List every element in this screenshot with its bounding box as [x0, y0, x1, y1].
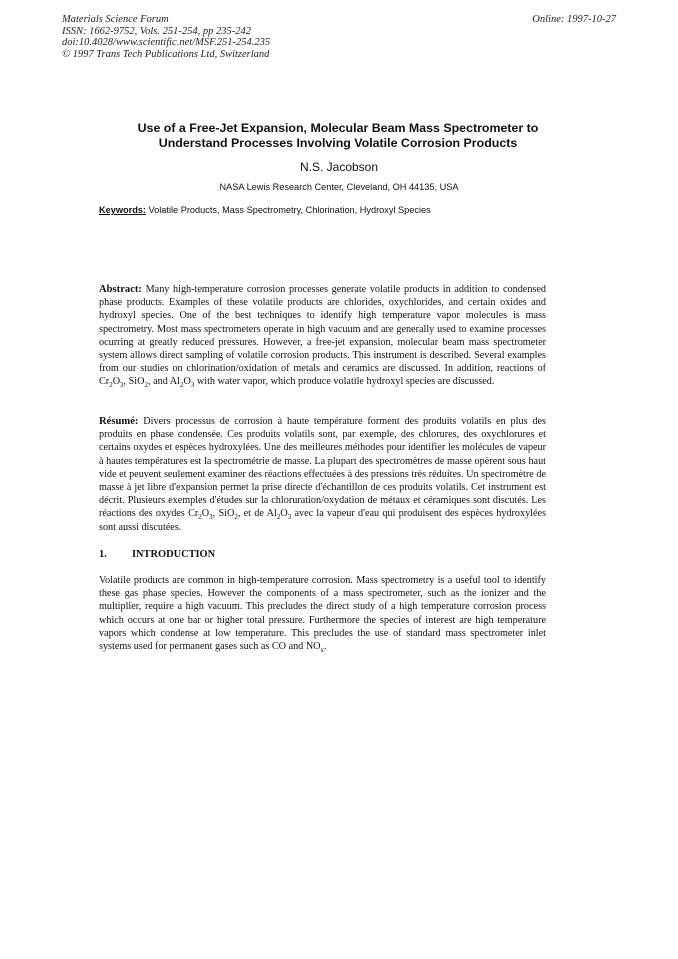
keywords-text: Volatile Products, Mass Spectrometry, Chlorination, Hydroxyl Species — [145, 205, 431, 215]
title-line-1: Use of a Free-Jet Expansion, Molecular Beam Mass Spectrometer to — [137, 121, 539, 135]
copyright-line: © 1997 Trans Tech Publications Ltd, Switzerland — [62, 48, 270, 60]
abstract-label: Abstract: — [99, 284, 142, 295]
formula-nox: $NO_x$ — [305, 641, 325, 655]
formula-al2o3: $Al_2O_3$ — [266, 508, 292, 522]
online-date: Online: 1997-10-27 — [532, 14, 616, 25]
resume-text-1: Divers processus de corrosion à haute température forment des produits volatils en plus des produits en phase condensée. Ces produits volatils sont, par exemple, des chlorures, des oxychlorures et certains oxydes et espèces hydroxylées. Une des meilleures méthodes pour identifier les molécules de vapeur à hautes températures est la spectrométrie de masse. La plupart des spectromètres de masse opèrent sous haut vide et peuvent seulement examiner des réactions effectuées à des pressions très réduites. Un spectromètre de masse à jet libre d'expansion permet la prise directe d'échantillon de ces produits volatils. Cet instrument est décrit. Plusieurs exemples d'études sur la chloruration/oxydation de métaux et céramiques sont discutés. Les réactions des oxydes — [99, 416, 546, 520]
section-heading-introduction — [99, 549, 215, 560]
doi-line[interactable]: doi:10.4028/www.scientific.net/MSF.251-254.235 — [62, 37, 271, 49]
abstract-paragraph: Abstract: Many high-temperature corrosion processes generate volatile products in addition to condensed phase products. Examples of these volatile products are chlorides, oxychlorides, and certain oxides and hydroxyl species. One of the best techniques to identify high temperature vapor molecules is mass spectrometry. Most mass spectrometers operate in high vacuum and are generally used to examine processes ocurring at greatly reduced pressures. However, a free-jet expansion, molecular beam mass spectrometer system allows direct sampling of volatile corrosion products. This instrument is described. Several examples from our studies on chlorination/oxidation of metals and ceramics are discussed. In addition, reactions of $Cr_2O_3$, SiO$_2$, and $Al_2O_3$ with water vapor, which produce volatile hydroxyl species are discussed. — [99, 284, 546, 390]
introduction-paragraph: Volatile products are common in high-temperature corrosion. Mass spectrometry is a useful tool to identify these gas phase species. However the components of a mass spectrometer, such as the ionizer and the multiplier, require a high vacuum. This precludes the direct study of a high temperature corrosion process which occurs at one bar or higher total pressure. Furthermore the species of interest are high temperature vapors which condense at low temperature. This precludes the use of standard mass spectrometer inlet systems used for permanent gases such as CO and $NO_x$. — [99, 575, 546, 655]
title-line-2: Understand Processes Involving Volatile Corrosion Products — [158, 136, 518, 150]
formula-cr2o3: $Cr_2O_3$ — [99, 376, 124, 390]
resume-paragraph: Résumé: Divers processus de corrosion à haute température forment des produits volatils en plus des produits en phase condensée. Ces produits volatils sont, par exemple, des chlorures, des oxychlorures et certains oxydes et espèces hydroxylées. Une des meilleures méthodes pour identifier les molécules de vapeur à hautes températures est la spectrométrie de masse. La plupart des spectromètres de masse opèrent sous haut vide et peuvent seulement examiner des réactions effectuées à des pressions très réduites. Un spectromètre de masse à jet libre d'expansion permet la prise directe d'échantillon de ces produits volatils. Cet instrument est décrit. Plusieurs exemples d'études sur la chloruration/oxydation de métaux et céramiques sont discutés. Les réactions des oxydes $Cr_2O_3$, SiO$_2$, et de $Al_2O_3$ avec la vapeur d'eau qui produisent des espèces hydroxylées sont aussi discutées. — [99, 416, 547, 533]
formula-sio2: SiO$_2$ — [128, 376, 148, 390]
author-name: N.S. Jacobson — [299, 160, 379, 174]
section-title: INTRODUCTION — [132, 549, 216, 560]
issn-line: ISSN: 1662-9752, Vols. 251-254, pp 235-242 — [62, 25, 251, 37]
formula-sio2: SiO$_2$ — [218, 508, 238, 522]
introduction-text: Volatile products are common in high-temperature corrosion. Mass spectrometry is a useful tool to identify these gas phase species. However the components of a mass spectrometer, such as the ionizer and the multiplier, require a high vacuum. This precludes the direct study of a high temperature corrosion process which occurs at one bar or higher total pressure. Furthermore the species of interest are high temperature vapors which condense at low temperature. This precludes the use of standard mass spectrometer inlet systems used for permanent gases such as CO and — [99, 575, 546, 653]
abstract-text-2: with water vapor, which produce volatile hydroxyl species are discussed. — [194, 376, 495, 388]
affiliation: NASA Lewis Research Center, Cleveland, OH 44135, USA — [219, 182, 459, 192]
resume-text-2: avec la vapeur d'eau qui produisent des espèces hydroxylées sont aussi discutées. — [99, 508, 547, 533]
formula-al2o3: $Al_2O_3$ — [169, 376, 195, 390]
paper-title — [90, 121, 586, 151]
keywords-label: Keywords: — [99, 205, 146, 215]
abstract-text-1: Many high-temperature corrosion processes generate volatile products in addition to condensed phase products. Examples of these volatile products are chlorides, oxychlorides, and certain oxides and hydroxyl species. One of the best techniques to identify high temperature vapor molecules is mass spectrometry. Most mass spectrometers operate in high vacuum and are generally used to examine processes ocurring at greatly reduced pressures. However, a free-jet expansion, molecular beam mass spectrometer system allows direct sampling of volatile corrosion products. This instrument is described. Several examples from our studies on chlorination/oxidation of metals and ceramics are discussed. In addition, reactions of — [99, 284, 546, 375]
resume-label: Résumé: — [99, 416, 139, 427]
keywords — [99, 205, 589, 215]
journal-name: Materials Science Forum — [62, 14, 169, 25]
journal-header — [62, 14, 616, 60]
section-number: 1. — [99, 549, 107, 560]
formula-cr2o3: $Cr_2O_3$ — [188, 508, 213, 522]
